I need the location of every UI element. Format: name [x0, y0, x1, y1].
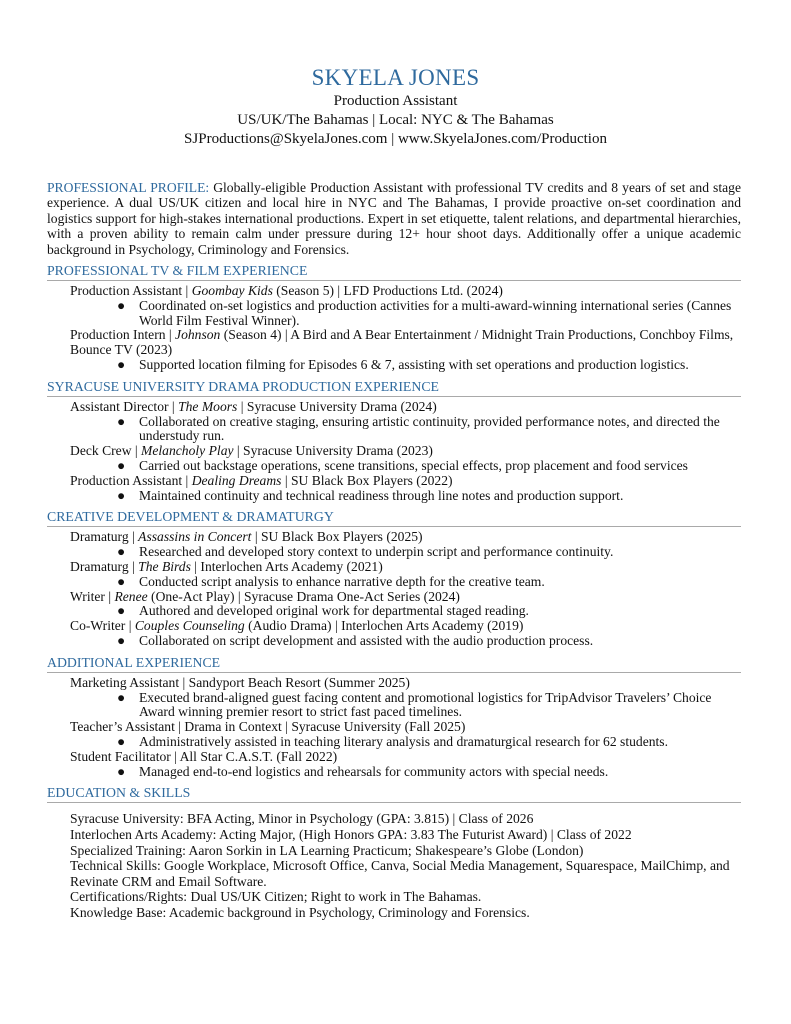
experience-entry: Writer | Renee (One-Act Play) | Syracuse Drama One-Act Series (2024)	[70, 588, 460, 604]
production-title: The Moors	[178, 398, 238, 414]
section-creative	[47, 527, 741, 648]
bullet-item: ● Supported location filming for Episodes 6 & 7, assisting with set operations and production logistics.	[117, 357, 689, 373]
bullet-item: ● Collaborated on script development and assisted with the audio production process.	[117, 632, 594, 648]
bullet-icon: ●	[117, 297, 126, 313]
candidate-contact: SJProductions@SkyelaJones.com | www.SkyelaJones.com/Production	[184, 131, 607, 147]
bullet-icon: ●	[117, 603, 126, 619]
bullet-item: ● Collaborated on creative staging, ensuring artistic continuity, provided performance notes, and directed the understudy run.	[117, 413, 720, 444]
bullet-item: ● Executed brand-aligned guest facing content and promotional logistics for TripAdvisor Travelers’ Choice Award winning premier resort to strict fast paced timelines.	[117, 689, 712, 720]
experience-entry: Co-Writer | Couples Counseling (Audio Drama) | Interlochen Arts Academy (2019)	[70, 618, 524, 634]
production-title: Melancholy Play	[141, 443, 234, 459]
experience-entry: Marketing Assistant | Sandyport Beach Resort (Summer 2025)	[70, 674, 410, 690]
education-line: Syracuse University: BFA Acting, Minor in Psychology (GPA: 3.815) | Class of 2026	[70, 811, 534, 827]
production-title: Renee	[114, 588, 148, 604]
bullet-item: ● Conducted script analysis to enhance narrative depth for the creative team.	[117, 573, 545, 589]
experience-entry: Dramaturg | Assassins in Concert | SU Black Box Players (2025)	[70, 529, 423, 545]
knowledge-line: Knowledge Base: Academic background in Psychology, Criminology and Forensics.	[70, 904, 530, 920]
skills-line: Technical Skills: Google Workplace, Microsoft Office, Canva, Social Media Management, Squarespace, MailChimp, and Revinate CRM and Email Software.	[70, 858, 730, 889]
section-title-drama: SYRACUSE UNIVERSITY DRAMA PRODUCTION EXPERIENCE	[47, 379, 741, 397]
certifications-line: Certifications/Rights: Dual US/UK Citizen; Right to work in The Bahamas.	[70, 889, 482, 905]
professional-profile	[47, 180, 741, 257]
section-title-tv-film: PROFESSIONAL TV & FILM EXPERIENCE	[47, 263, 741, 281]
section-title-additional: ADDITIONAL EXPERIENCE	[47, 655, 741, 673]
bullet-icon: ●	[117, 487, 126, 503]
education-line: Specialized Training: Aaron Sorkin in LA Learning Practicum; Shakespeare’s Globe (London)	[70, 842, 584, 858]
production-title: The Birds	[138, 558, 191, 574]
experience-entry: Production Assistant | Dealing Dreams | SU Black Box Players (2022)	[70, 472, 453, 488]
bullet-icon: ●	[117, 458, 126, 473]
candidate-role: Production Assistant	[333, 93, 458, 109]
bullet-icon: ●	[117, 689, 126, 705]
experience-entry: Deck Crew | Melancholy Play | Syracuse University Drama (2023)	[70, 443, 433, 459]
experience-entry: Student Facilitator | All Star C.A.S.T. (Fall 2022)	[70, 748, 338, 764]
bullet-item: ● Administratively assisted in teaching literary analysis and dramaturgical research for 62 students.	[117, 733, 668, 749]
candidate-location: US/UK/The Bahamas | Local: NYC & The Bahamas	[237, 112, 554, 128]
experience-entry: Assistant Director | The Moors | Syracuse University Drama (2024)	[70, 398, 437, 414]
bullet-icon: ●	[117, 763, 126, 779]
bullet-item: ● Maintained continuity and technical readiness through line notes and production support.	[117, 487, 624, 503]
bullet-icon: ●	[117, 632, 126, 648]
experience-entry: Dramaturg | The Birds | Interlochen Arts Academy (2021)	[70, 558, 383, 574]
bullet-item: ● Carried out backstage operations, scene transitions, special effects, prop placement and food services	[117, 458, 688, 473]
bullet-item: ● Authored and developed original work for departmental staged reading.	[117, 603, 529, 619]
section-additional	[47, 673, 741, 780]
experience-entry: Production Intern | Johnson (Season 4) | A Bird and A Bear Entertainment / Midnight Train Productions, Conchboy Films, Bounce TV (2023)	[70, 327, 734, 358]
candidate-name: SKYELA JONES	[311, 65, 480, 90]
production-title: Goombay Kids	[191, 283, 273, 299]
experience-entry: Teacher’s Assistant | Drama in Context | Syracuse University (Fall 2025)	[70, 719, 466, 735]
bullet-item: ● Researched and developed story context to underpin script and performance continuity.	[117, 544, 614, 560]
section-title-education: EDUCATION & SKILLS	[47, 785, 741, 803]
bullet-icon: ●	[117, 573, 126, 589]
resume-content	[47, 180, 741, 921]
bullet-icon: ●	[117, 413, 126, 429]
resume-header	[0, 64, 791, 149]
section-tv-film	[47, 281, 741, 373]
bullet-item: ● Managed end-to-end logistics and rehearsals for community actors with special needs.	[117, 763, 609, 779]
production-title: Johnson	[175, 327, 221, 343]
experience-entry: Production Assistant | Goombay Kids (Season 5) | LFD Productions Ltd. (2024)	[70, 283, 503, 299]
bullet-item: ● Coordinated on-set logistics and production activities for a multi-award-winning international series (Cannes World Film Festival Winner).	[117, 297, 732, 328]
section-title-creative: CREATIVE DEVELOPMENT & DRAMATURGY	[47, 509, 741, 527]
production-title: Couples Counseling	[134, 618, 245, 634]
section-education	[47, 808, 741, 920]
production-title: Dealing Dreams	[191, 472, 282, 488]
profile-text: Globally-eligible Production Assistant with professional TV credits and 8 years of set and stage experience. A dual US/UK citizen and local hire in NYC and The Bahamas, I provide proactive on-set coordination and logistics support for high-stakes international productions. Expert in set etiquette, talent relations, and departmental hierarchies, with a proven ability to remain calm under pressure during 12+ hour shoot days. Additionally offer a unique academic background in Psychology, Criminology and Forensics.	[47, 180, 741, 257]
section-drama	[47, 397, 741, 504]
education-line: Interlochen Arts Academy: Acting Major, (High Honors GPA: 3.83 The Futurist Award) | Class of 2022	[70, 826, 632, 842]
bullet-icon: ●	[117, 357, 126, 373]
profile-label: PROFESSIONAL PROFILE:	[47, 180, 210, 195]
bullet-icon: ●	[117, 733, 126, 749]
production-title: Assassins in Concert	[138, 529, 252, 545]
bullet-icon: ●	[117, 544, 126, 560]
